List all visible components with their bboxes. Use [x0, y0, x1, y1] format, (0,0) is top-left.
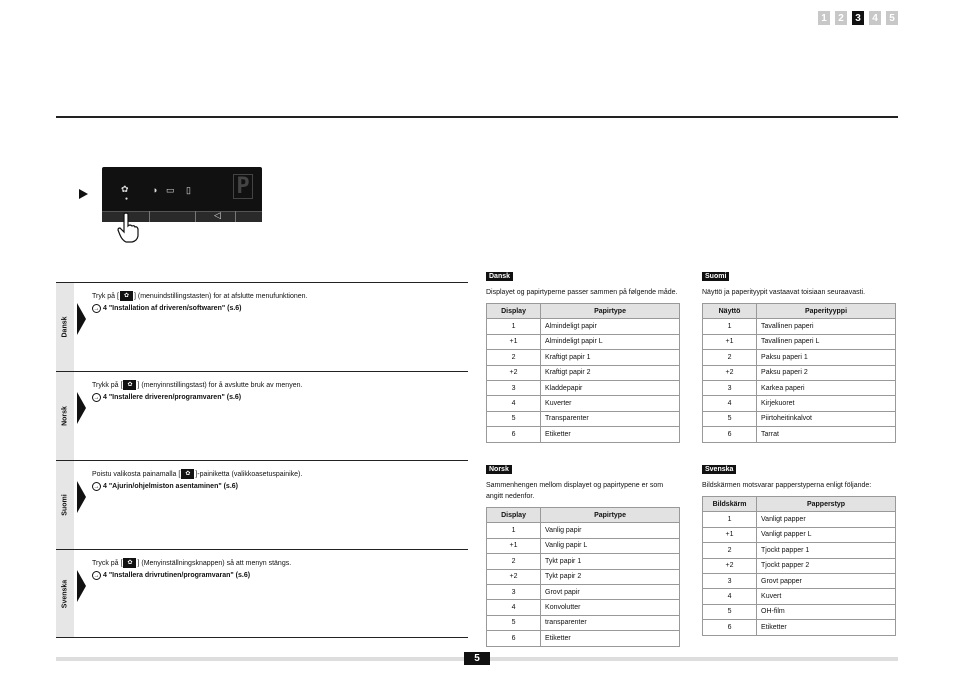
page-nav-5[interactable]: 5 [886, 11, 898, 25]
reference-link[interactable] [92, 304, 242, 313]
menu-key-icon: ✿ [120, 291, 133, 301]
column-header: Paperityyppi [757, 304, 896, 319]
display-code-cell: 1 [703, 319, 757, 334]
arrow-circle-icon: → [93, 394, 100, 401]
paper-type-cell: Tykt papir 2 [541, 569, 680, 584]
instruction-post: ] (menyinnstillingstast) for å avslutte bruk av menyen. [137, 381, 303, 389]
display-code-cell: +2 [703, 558, 757, 573]
display-code-cell: 1 [487, 523, 541, 538]
paper-type-icon: ▭ [166, 185, 175, 195]
display-code-cell: 3 [703, 573, 757, 588]
table-row [703, 427, 896, 442]
table-row [703, 558, 896, 573]
table-row [703, 620, 896, 635]
display-code-cell: 3 [703, 380, 757, 395]
paper-type-cell: Grovt papper [757, 573, 896, 588]
instruction-post: ] (menuindstillingstasten) for at afslutte menufunktionen. [133, 292, 308, 300]
table-row [487, 350, 680, 365]
display-code-cell: 2 [703, 350, 757, 365]
hand-pointer-icon [116, 212, 142, 244]
lang-section-svenska [56, 549, 468, 638]
paper-type-cell: Kraftigt papir 1 [541, 350, 680, 365]
lang-name: Svenska [61, 579, 69, 608]
display-code-cell: 6 [487, 631, 541, 646]
display-code-cell: +1 [703, 334, 757, 349]
copy-icon: ▯ [186, 185, 191, 195]
display-code-cell: +1 [703, 527, 757, 542]
instruction-post: ]-painiketta (valikkoasetuspainike). [195, 470, 303, 478]
page-nav-4[interactable]: 4 [869, 11, 881, 25]
reference-text: 4 "Installera drivrutinen/programvaran" (s.6) [103, 572, 251, 579]
table-row [487, 600, 680, 615]
menu-setting-icon: ✿ [121, 184, 129, 194]
column-header: Bildskärm [703, 497, 757, 512]
lang-name: Suomi [61, 494, 69, 516]
paper-type-cell: Kuvert [757, 589, 896, 604]
instruction-pre: Tryk på [ [92, 292, 119, 300]
menu-key-icon: ✿ [123, 558, 136, 568]
column-header: Näyttö [703, 304, 757, 319]
paper-type-cell: Etiketter [541, 427, 680, 442]
display-code-cell: 4 [703, 589, 757, 604]
display-code-cell: 1 [487, 319, 541, 334]
instruction-text [92, 380, 462, 391]
paper-type-cell: Transparenter [541, 411, 680, 426]
table-row [703, 604, 896, 619]
paper-type-cell: Tjockt papper 2 [757, 558, 896, 573]
display-code-cell: +1 [487, 538, 541, 553]
pointer-arrow-icon [79, 189, 88, 199]
table-row [703, 512, 896, 527]
display-code-cell: 3 [487, 380, 541, 395]
button-divider [149, 211, 150, 222]
menu-key-icon: ✿ [123, 380, 136, 390]
header-rule [56, 116, 898, 118]
paper-type-cell: Vanligt papper [757, 512, 896, 527]
display-code-cell: 1 [703, 512, 757, 527]
lang-tab-svenska [56, 550, 74, 637]
table-row [703, 380, 896, 395]
instruction-text [92, 469, 462, 480]
lang-name: Dansk [61, 316, 69, 338]
step-arrow-icon [77, 303, 86, 335]
table-row [703, 365, 896, 380]
lang-tab-suomi [56, 461, 74, 549]
instruction-post: ] (Menyinställningsknappen) så att menyn stängs. [137, 559, 292, 567]
reference-link[interactable] [92, 393, 241, 402]
table-row [487, 523, 680, 538]
display-code-cell: +2 [487, 365, 541, 380]
paper-type-cell: Kraftigt papir 2 [541, 365, 680, 380]
section-intro: Sammenhengen mellom displayet og papirtypene er som angitt nedenfor. [486, 482, 664, 500]
lcd-digit: P [233, 174, 253, 199]
display-code-cell: 5 [703, 411, 757, 426]
table-row [703, 396, 896, 411]
page-number: 5 [464, 652, 490, 665]
paper-type-cell: Tarrat [757, 427, 896, 442]
table-row [703, 527, 896, 542]
paper-type-cell: Vanligt papper L [757, 527, 896, 542]
page-navigation [818, 11, 898, 25]
table-section-suomi [702, 265, 896, 443]
table-section-norsk [486, 458, 680, 647]
reference-link[interactable] [92, 571, 250, 580]
column-header: Papirtype [541, 304, 680, 319]
step-arrow-icon [77, 570, 86, 602]
table-row [487, 411, 680, 426]
paper-type-cell: Paksu paperi 2 [757, 365, 896, 380]
table-row [703, 350, 896, 365]
paper-type-cell: Kladdepapir [541, 380, 680, 395]
display-code-cell: 6 [703, 620, 757, 635]
back-triangle-icon: ◁ [214, 210, 221, 220]
section-intro: Displayet og papirtyperne passer sammen på følgende måde. [486, 289, 678, 296]
paper-type-cell: Karkea paperi [757, 380, 896, 395]
column-header: Papirtype [541, 508, 680, 523]
section-intro: Bildskärmen motsvarar papperstyperna enligt följande: [702, 482, 872, 489]
table-header-row [487, 508, 680, 523]
paper-type-cell: Almindeligt papir L [541, 334, 680, 349]
display-code-cell: 4 [703, 396, 757, 411]
paper-type-cell: transparenter [541, 615, 680, 630]
display-code-cell: 2 [487, 350, 541, 365]
paper-type-table [702, 496, 896, 636]
table-row [703, 319, 896, 334]
table-header-row [703, 304, 896, 319]
display-code-cell: 5 [703, 604, 757, 619]
table-row [487, 380, 680, 395]
table-row [487, 615, 680, 630]
instruction-text [92, 291, 462, 302]
instruction-text [92, 558, 462, 569]
display-code-cell: 5 [487, 411, 541, 426]
display-code-cell: 5 [487, 615, 541, 630]
table-row [487, 631, 680, 646]
arrow-circle-icon: → [93, 572, 100, 579]
table-row [703, 573, 896, 588]
lang-name: Norsk [61, 406, 69, 426]
contrast-icon: ◑ [152, 185, 158, 195]
paper-type-cell: Kirjekuoret [757, 396, 896, 411]
column-header: Display [487, 304, 541, 319]
button-divider [235, 211, 236, 222]
step-arrow-icon [77, 392, 86, 424]
instruction-pre: Tryck på [ [92, 559, 123, 567]
display-code-cell: 4 [487, 396, 541, 411]
column-header: Display [487, 508, 541, 523]
section-label: Suomi [702, 272, 729, 281]
table-row [487, 584, 680, 599]
reference-text: 4 "Ajurin/ohjelmiston asentaminen" (s.6) [103, 483, 238, 490]
paper-type-cell: Almindeligt papir [541, 319, 680, 334]
paper-type-cell: Tavallinen paperi L [757, 334, 896, 349]
display-code-cell: 4 [487, 600, 541, 615]
table-row [487, 569, 680, 584]
reference-text: 4 "Installation af driveren/softwaren" (s.6) [103, 305, 242, 312]
section-intro: Näyttö ja paperityypit vastaavat toisiaan seuraavasti. [702, 289, 866, 296]
table-row [487, 427, 680, 442]
paper-type-cell: Tjockt papper 1 [757, 543, 896, 558]
table-row [703, 589, 896, 604]
display-code-cell: +2 [487, 569, 541, 584]
table-row [487, 554, 680, 569]
lang-tab-dansk [56, 283, 74, 371]
paper-type-cell: Paksu paperi 1 [757, 350, 896, 365]
paper-type-cell: OH-film [757, 604, 896, 619]
table-row [703, 543, 896, 558]
paper-type-cell: Tavallinen paperi [757, 319, 896, 334]
paper-type-cell: Piirtoheitinkalvot [757, 411, 896, 426]
reference-text: 4 "Installere driveren/programvaren" (s.6) [103, 394, 242, 401]
reference-link[interactable] [92, 482, 238, 491]
display-code-cell: 6 [703, 427, 757, 442]
lang-tab-norsk [56, 372, 74, 460]
paper-type-table [702, 303, 896, 443]
paper-type-cell: Tykt papir 1 [541, 554, 680, 569]
arrow-circle-icon: → [93, 483, 100, 490]
table-row [487, 538, 680, 553]
arrow-circle-icon: → [93, 305, 100, 312]
paper-type-table [486, 507, 680, 647]
table-header-row [703, 497, 896, 512]
paper-type-cell: Vanlig papir L [541, 538, 680, 553]
indicator-dot-icon: ● [125, 196, 129, 202]
column-header: Papperstyp [757, 497, 896, 512]
table-section-dansk [486, 265, 680, 443]
lang-section-dansk [56, 282, 468, 371]
instruction-pre: Poistu valikosta painamalla [ [92, 470, 181, 478]
lang-section-norsk [56, 371, 468, 460]
paper-type-cell: Kuverter [541, 396, 680, 411]
table-row [487, 396, 680, 411]
page-nav-1[interactable]: 1 [818, 11, 830, 25]
section-label: Dansk [486, 272, 513, 281]
display-code-cell: +2 [703, 365, 757, 380]
paper-type-cell: Konvolutter [541, 600, 680, 615]
lang-section-suomi [56, 460, 468, 549]
display-code-cell: 6 [487, 427, 541, 442]
button-divider [195, 211, 196, 222]
display-code-cell: +1 [487, 334, 541, 349]
table-header-row [487, 304, 680, 319]
paper-type-cell: Grovt papir [541, 584, 680, 599]
table-row [487, 334, 680, 349]
table-row [487, 365, 680, 380]
display-code-cell: 2 [487, 554, 541, 569]
section-label: Norsk [486, 465, 512, 474]
table-row [703, 411, 896, 426]
table-row [703, 334, 896, 349]
display-code-cell: 3 [487, 584, 541, 599]
menu-key-icon: ✿ [181, 469, 194, 479]
table-row [487, 319, 680, 334]
page-nav-2[interactable]: 2 [835, 11, 847, 25]
instruction-pre: Trykk på [ [92, 381, 123, 389]
paper-type-cell: Etiketter [757, 620, 896, 635]
paper-type-cell: Etiketter [541, 631, 680, 646]
paper-type-table [486, 303, 680, 443]
page-nav-3[interactable]: 3 [852, 11, 864, 25]
paper-type-cell: Vanlig papir [541, 523, 680, 538]
table-section-svenska [702, 458, 896, 636]
section-label: Svenska [702, 465, 736, 474]
display-code-cell: 2 [703, 543, 757, 558]
step-arrow-icon [77, 481, 86, 513]
